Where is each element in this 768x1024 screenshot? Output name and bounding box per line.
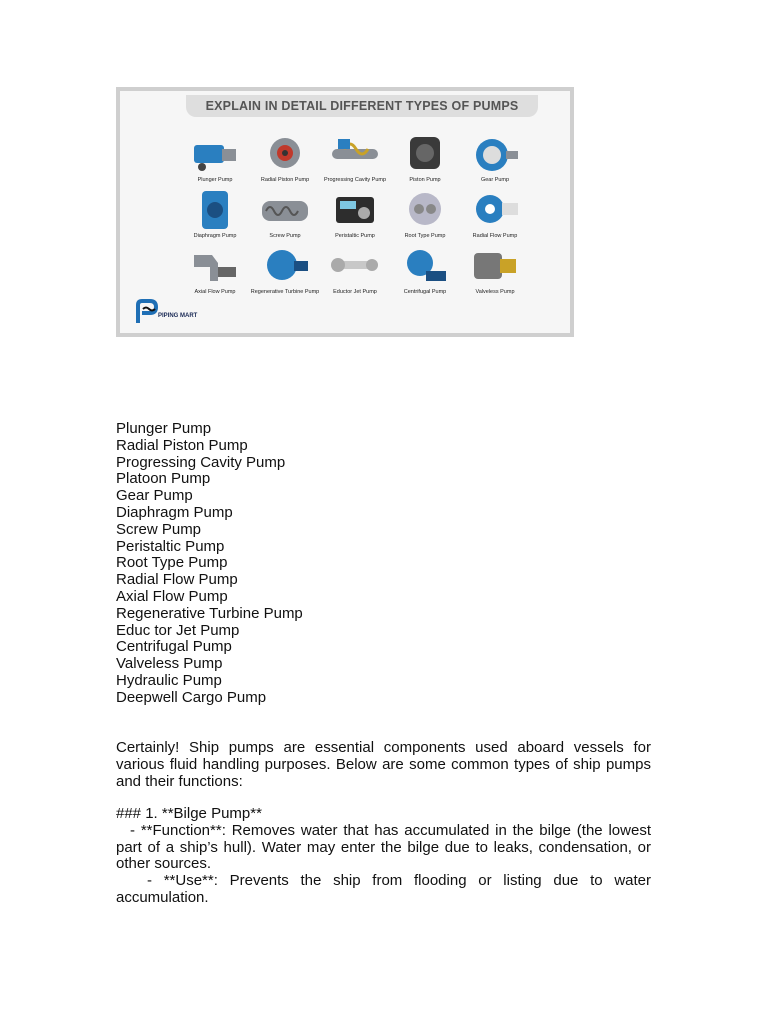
pump-list-item: Hydraulic Pump <box>116 671 222 689</box>
logo-icon <box>134 299 158 325</box>
logo-text: PIPING MART <box>158 313 198 319</box>
pump-list-item: Radial Piston Pump <box>116 436 248 454</box>
pump-types-figure <box>116 87 574 337</box>
pump-caption: Diaphragm Pump <box>193 233 237 239</box>
section-heading: ### 1. **Bilge Pump** <box>116 805 262 822</box>
pump-caption: Radial Piston Pump <box>260 177 310 183</box>
pump-thumbnail <box>390 131 460 191</box>
pump-list-item: Radial Flow Pump <box>116 571 238 589</box>
pump-image <box>328 187 382 233</box>
pump-type-list <box>116 421 651 707</box>
pump-list-item: Centrifugal Pump <box>116 638 232 656</box>
pump-list-item: Diaphragm Pump <box>116 503 233 521</box>
pump-list-item: Root Type Pump <box>116 554 228 572</box>
pump-image <box>258 243 312 289</box>
pump-list-item: Gear Pump <box>116 487 193 505</box>
pump-list-item: Valveless Pump <box>116 655 223 673</box>
pump-image <box>188 131 242 177</box>
pump-caption: Progressing Cavity Pump <box>323 177 387 183</box>
pump-thumbnail <box>390 187 460 247</box>
pump-list-item: Platoon Pump <box>116 470 211 488</box>
pump-caption: Radial Flow Pump <box>472 233 518 239</box>
pump-image <box>398 131 452 177</box>
pump-caption: Valveless Pump <box>475 289 515 295</box>
pump-thumbnail <box>250 243 320 303</box>
bilge-pump-section <box>116 806 651 907</box>
pump-image <box>468 243 522 289</box>
pump-image <box>328 243 382 289</box>
pump-caption: Gear Pump <box>480 177 510 183</box>
pump-list-item: Regenerative Turbine Pump <box>116 604 303 622</box>
use-item: - **Use**: Prevents the ship from flooding or listing due to water accumulation. <box>116 872 651 906</box>
pump-thumbnail <box>180 131 250 191</box>
pump-caption: Peristaltic Pump <box>335 233 375 239</box>
pump-caption: Axial Flow Pump <box>194 289 236 295</box>
pump-list-item: Screw Pump <box>116 520 202 538</box>
pump-thumbnail <box>180 187 250 247</box>
pump-list-item: Peristaltic Pump <box>116 537 225 555</box>
pump-image <box>258 187 312 233</box>
pump-thumbnail <box>320 243 390 303</box>
pump-caption: Piston Pump <box>409 177 441 183</box>
pump-thumbnail <box>460 243 530 303</box>
pump-image <box>398 187 452 233</box>
piping-mart-logo <box>134 299 204 329</box>
pump-image <box>188 243 242 289</box>
pump-caption: Plunger Pump <box>197 177 233 183</box>
pump-thumbnail <box>390 243 460 303</box>
pump-caption: Regenerative Turbine Pump <box>250 289 320 295</box>
pump-image <box>468 187 522 233</box>
pump-thumbnail <box>460 131 530 191</box>
pump-list-item: Axial Flow Pump <box>116 587 228 605</box>
function-item: - **Function**: Removes water that has accumulated in the bilge (the lowest part of a ship’s hull). Water may enter the bilge due to leaks, condensation, or other sources. <box>116 821 651 873</box>
pump-list-item: Progressing Cavity Pump <box>116 453 286 471</box>
pump-thumbnail <box>460 187 530 247</box>
intro-paragraph: Certainly! Ship pumps are essential components used aboard vessels for various fluid handling purposes. Below are some common types of ship pumps and their functions: <box>116 739 651 790</box>
pump-caption: Screw Pump <box>269 233 301 239</box>
pump-thumbnail <box>320 187 390 247</box>
pump-image <box>398 243 452 289</box>
pump-thumbnail <box>180 243 250 303</box>
pump-image <box>258 131 312 177</box>
pump-image <box>468 131 522 177</box>
pump-list-item: Educ tor Jet Pump <box>116 621 240 639</box>
figure-title: EXPLAIN IN DETAIL DIFFERENT TYPES OF PUMPS <box>186 95 538 117</box>
pump-list-item: Deepwell Cargo Pump <box>116 688 267 706</box>
pump-caption: Eductor Jet Pump <box>333 289 377 295</box>
pump-caption: Root Type Pump <box>404 233 446 239</box>
pump-thumbnail <box>250 187 320 247</box>
pump-list-item: Plunger Pump <box>116 420 212 437</box>
pump-image <box>188 187 242 233</box>
pump-thumbnail <box>250 131 320 191</box>
pump-caption: Centrifugal Pump <box>403 289 447 295</box>
pump-thumbnail <box>320 131 390 191</box>
pump-image <box>328 131 382 177</box>
